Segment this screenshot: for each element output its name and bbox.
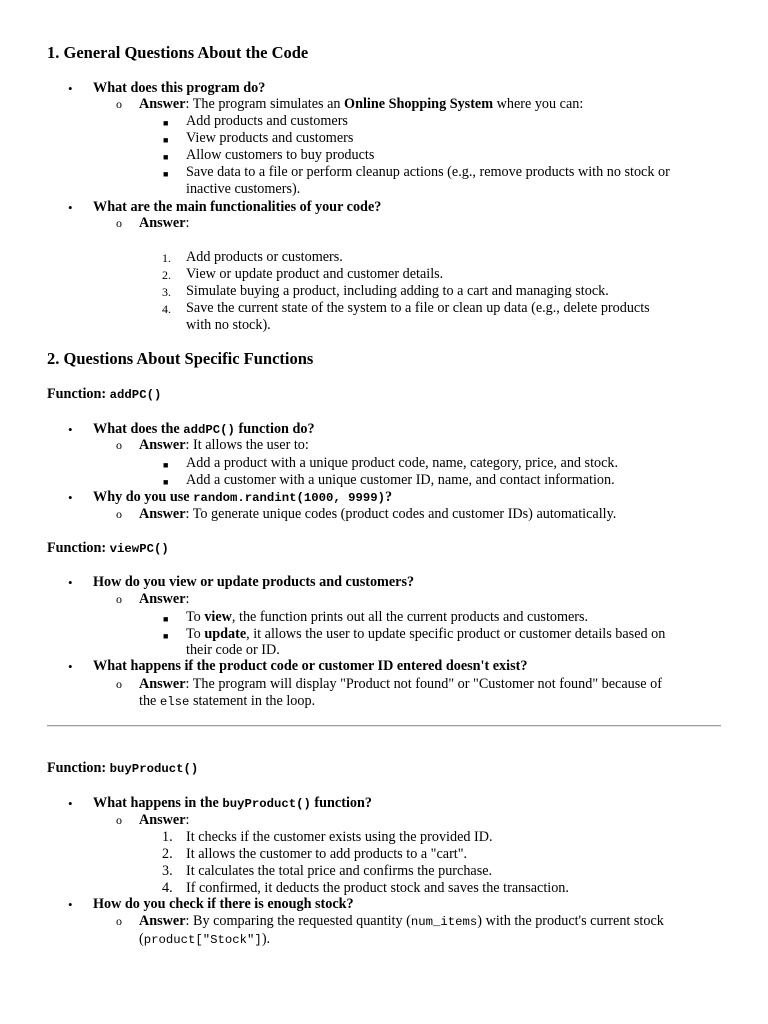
function-title-viewpc: Function: viewPC() [47, 540, 169, 556]
answer-not-found: Answer: The program will display "Product not found" or "Customer not found" because of [139, 676, 662, 692]
square-bullet-icon: ■ [163, 152, 169, 162]
answer-program: Answer: The program simulates an Online Shopping System where you can: [139, 96, 584, 112]
list-item: Allow customers to buy products [186, 147, 375, 163]
list-item: It calculates the total price and confirms the purchase. [186, 863, 493, 879]
answer-enough-stock: Answer: By comparing the requested quantity (num_items) with the product's current stock [139, 913, 664, 929]
answer-functionalities: Answer: [139, 215, 190, 231]
circle-bullet-icon: o [116, 216, 122, 230]
list-item: Simulate buying a product, including adding to a cart and managing stock. [186, 283, 609, 299]
circle-bullet-icon: o [116, 914, 122, 928]
question-randint: Why do you use random.randint(1000, 9999)? [93, 489, 393, 505]
section-1-heading: 1. General Questions About the Code [47, 43, 309, 62]
square-bullet-icon: ■ [163, 614, 169, 624]
answer-enough-stock-continuation: (product["Stock"]). [139, 931, 271, 947]
section-2-heading: 2. Questions About Specific Functions [47, 349, 314, 368]
bullet-dot-icon: • [68, 897, 73, 912]
list-item-continuation: their code or ID. [186, 642, 280, 658]
circle-bullet-icon: o [116, 813, 122, 827]
list-item-view: To view, the function prints out all the current products and customers. [186, 609, 589, 625]
answer-buyproduct: Answer: [139, 812, 190, 828]
list-item: It allows the customer to add products to a "cart". [186, 846, 468, 862]
square-bullet-icon: ■ [163, 477, 169, 487]
bullet-dot-icon: • [68, 659, 73, 674]
list-item: Save data to a file or perform cleanup actions (e.g., remove products with no stock or [186, 164, 670, 180]
question-program: What does this program do? [93, 80, 266, 96]
list-item: If confirmed, it deducts the product stock and saves the transaction. [186, 880, 569, 896]
circle-bullet-icon: o [116, 507, 122, 521]
square-bullet-icon: ■ [163, 460, 169, 470]
circle-bullet-icon: o [116, 97, 122, 111]
circle-bullet-icon: o [116, 438, 122, 452]
list-item: Save the current state of the system to a file or clean up data (e.g., delete products [186, 300, 650, 316]
circle-bullet-icon: o [116, 677, 122, 691]
answer-view-update: Answer: [139, 591, 190, 607]
list-item: Add a customer with a unique customer ID, name, and contact information. [186, 472, 615, 488]
list-number: 3. [162, 285, 171, 299]
list-item-continuation: with no stock). [186, 317, 271, 333]
list-number: 2. [162, 846, 173, 862]
list-item: It checks if the customer exists using the provided ID. [186, 829, 493, 845]
question-addpc: What does the addPC() function do? [93, 421, 315, 437]
answer-not-found-continuation: the else statement in the loop. [139, 693, 316, 709]
bullet-dot-icon: • [68, 490, 73, 505]
answer-addpc: Answer: It allows the user to: [139, 437, 309, 453]
question-view-update: How do you view or update products and customers? [93, 574, 415, 590]
list-number: 3. [162, 863, 173, 879]
horizontal-divider [47, 725, 721, 727]
bullet-dot-icon: • [68, 200, 73, 215]
question-buyproduct: What happens in the buyProduct() function? [93, 795, 372, 811]
square-bullet-icon: ■ [163, 118, 169, 128]
list-item-continuation: inactive customers). [186, 181, 301, 197]
function-title-buyproduct: Function: buyProduct() [47, 760, 199, 776]
bullet-dot-icon: • [68, 422, 73, 437]
question-enough-stock: How do you check if there is enough stock? [93, 896, 354, 912]
list-number: 1. [162, 829, 173, 845]
list-item: Add products and customers [186, 113, 348, 129]
list-number: 1. [162, 251, 171, 265]
list-item: View products and customers [186, 130, 354, 146]
bullet-dot-icon: • [68, 796, 73, 811]
square-bullet-icon: ■ [163, 631, 169, 641]
list-item: View or update product and customer details. [186, 266, 444, 282]
bullet-dot-icon: • [68, 575, 73, 590]
bullet-dot-icon: • [68, 81, 73, 96]
square-bullet-icon: ■ [163, 169, 169, 179]
question-functionalities: What are the main functionalities of your code? [93, 199, 382, 215]
list-number: 2. [162, 268, 171, 282]
circle-bullet-icon: o [116, 592, 122, 606]
list-number: 4. [162, 302, 171, 316]
list-number: 4. [162, 880, 173, 896]
list-item: Add products or customers. [186, 249, 343, 265]
answer-randint: Answer: To generate unique codes (product codes and customer IDs) automatically. [139, 506, 617, 522]
function-title-addpc: Function: addPC() [47, 386, 162, 402]
question-not-found: What happens if the product code or customer ID entered doesn't exist? [93, 658, 528, 674]
square-bullet-icon: ■ [163, 135, 169, 145]
list-item-update: To update, it allows the user to update specific product or customer details based on [186, 626, 666, 642]
list-item: Add a product with a unique product code, name, category, price, and stock. [186, 455, 619, 471]
